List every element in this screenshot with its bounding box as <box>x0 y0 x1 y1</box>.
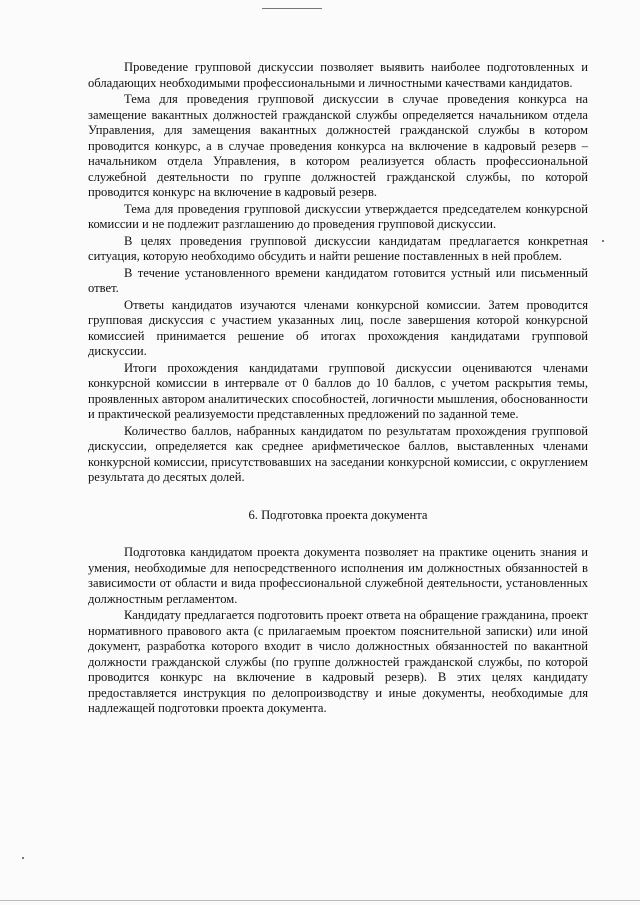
document-body <box>88 60 588 718</box>
section-heading: 6. Подготовка проекта документа <box>248 507 428 522</box>
paragraph: Тема для проведения групповой дискуссии утверждается председателем конкурсной комиссии и не подлежит разглашению до проведения групповой дискуссии. <box>88 201 588 231</box>
paragraph: В течение установленного времени кандидатом готовится устный или письменный ответ. <box>88 265 588 295</box>
scan-mark-left <box>22 857 24 859</box>
paragraph: Итоги прохождения кандидатами групповой дискуссии оцениваются членами конкурсной комиссии в интервале от 0 баллов до 10 баллов, с учетом раскрытия темы, проявленных автором аналитических способностей, логичности мышления, обоснованности и практической реализуемости представленных предложений по заданной теме. <box>88 360 588 421</box>
paragraph: Тема для проведения групповой дискуссии в случае проведения конкурса на замещение вакантных должностей гражданской службы определяется начальником отдела Управления, для замещения вакантных должностей гражданской службы в котором проводится конкурс, а в случае проведения конкурса на включение в кадровый резерв – начальником отдела Управления, в котором реализуется область профессиональной служебной деятельности по группе должностей гражданской службы, по которой проводится конкурс на включение в кадровый резерв. <box>88 92 588 199</box>
paragraph: В целях проведения групповой дискуссии кандидатам предлагается конкретная ситуация, которую необходимо обсудить и найти решение поставленных в ней проблем. <box>88 233 588 263</box>
paragraph: Кандидату предлагается подготовить проект ответа на обращение гражданина, проект нормативного правового акта (с прилагаемым проектом пояснительной записки) или иной документ, разработка которого входит в число должностных обязанностей по вакантной должности гражданской службы (по группе должностей гражданской службы, по которой проводится конкурс на включение в кадровый резерв). В этих целях кандидату предоставляется инструкция по делопроизводству и иные документы, необходимые для надлежащей подготовки проекта документа. <box>88 608 588 715</box>
scan-mark-bottom <box>0 900 640 901</box>
paragraph: Количество баллов, набранных кандидатом по результатам прохождения групповой дискуссии, определяется как среднее арифметическое баллов, выставленных членами конкурсной комиссии, присутствовавших на заседании конкурсной комиссии, с округлением результата до десятых долей. <box>88 423 588 484</box>
paragraph: Подготовка кандидатом проекта документа позволяет на практике оценить знания и умения, необходимые для непосредственного исполнения им должностных обязанностей в зависимости от области и вида профессиональной служебной деятельности, установленных должностным регламентом. <box>88 545 588 606</box>
scan-mark-top <box>262 8 322 9</box>
paragraph: Ответы кандидатов изучаются членами конкурсной комиссии. Затем проводится групповая дискуссия с участием указанных лиц, после завершения которой конкурсной комиссией принимается решение об итогах прохождения кандидатами групповой дискуссии. <box>88 297 588 358</box>
paragraph: Проведение групповой дискуссии позволяет выявить наиболее подготовленных и обладающих необходимыми профессиональными и личностными качествами кандидатов. <box>88 60 588 90</box>
scan-mark-right <box>602 240 604 242</box>
